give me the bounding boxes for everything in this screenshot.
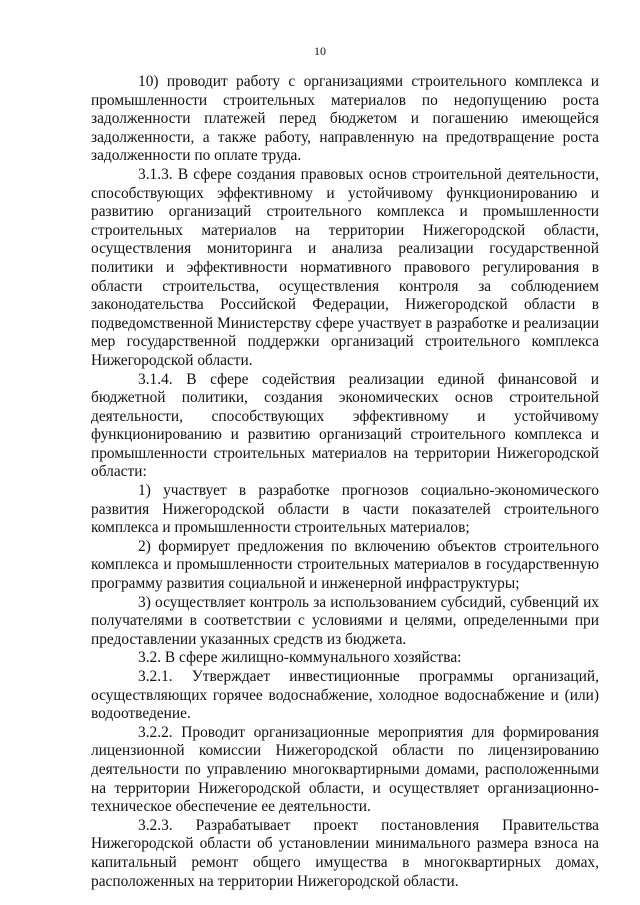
document-body: [91, 73, 599, 891]
paragraph-3-2-3: 3.2.3. Разрабатывает проект постановления Правительства Нижегородской области об установлении минимального размера взноса на капитальный ремонт общего имущества в многоквартирных домах, расположенных на территории Нижегородской области.: [91, 816, 599, 890]
paragraph-3-2-heading: 3.2. В сфере жилищно-коммунального хозяйства:: [138, 649, 462, 667]
paragraph-3-1-4: 3.1.4. В сфере содействия реализации единой финансовой и бюджетной политики, создания экономических основ строительной деятельности, способствующих эффективному и устойчивому функционированию и развитию организаций строительного комплекса и промышленности строительных материалов на территории Нижегородской области:: [91, 370, 599, 481]
paragraph-item-10-debt-work: 10) проводит работу с организациями строительного комплекса и промышленности строительных материалов по недопущению роста задолженности платежей перед бюджетом и погашению имеющейся задолженности, а также работу, направленную на предотвращение роста задолженности по оплате труда.: [91, 73, 599, 165]
paragraph-3-1-4-item-2: 2) формирует предложения по включению объектов строительного комплекса и промышленности строительных материалов в государственную программу развития социальной и инженерной инфраструктуры;: [91, 537, 599, 593]
paragraph-3-2-2: 3.2.2. Проводит организационные мероприятия для формирования лицензионной комиссии Нижегородской области по лицензированию деятельности по управлению многоквартирными домами, расположенными на территории Нижегородской области, и осуществляет организационно-техническое обеспечение ее деятельности.: [91, 723, 599, 816]
paragraph-3-2-1: 3.2.1. Утверждает инвестиционные программы организаций, осуществляющих горячее водоснабжение, холодное водоснабжение и (или) водоотведение.: [91, 668, 599, 723]
page-number: 10: [314, 44, 326, 58]
paragraph-3-1-4-item-1: 1) участвует в разработке прогнозов социально-экономического развития Нижегородской области в части показателей строительного комплекса и промышленности строительных материалов;: [91, 482, 599, 537]
paragraph-3-1-3: 3.1.3. В сфере создания правовых основ строительной деятельности, способствующих эффективному и устойчивому функционированию и развитию организаций строительного комплекса и промышленности строительных материалов на территории Нижегородской области, осуществления мониторинга и анализа реализации государственной политики и эффективности нормативного правового регулирования в области строительства, осуществления контроля за соблюдением законодательства Российской Федерации, Нижегородской области в подведомственной Министерству сфере участвует в разработке и реализации мер государственной поддержки организаций строительного комплекса Нижегородской области.: [91, 165, 599, 369]
paragraph-3-1-4-item-3: 3) осуществляет контроль за использованием субсидий, субвенций их получателями в соответствии с условиями и целями, определенными при предоставлении указанных средств из бюджета.: [91, 593, 599, 648]
